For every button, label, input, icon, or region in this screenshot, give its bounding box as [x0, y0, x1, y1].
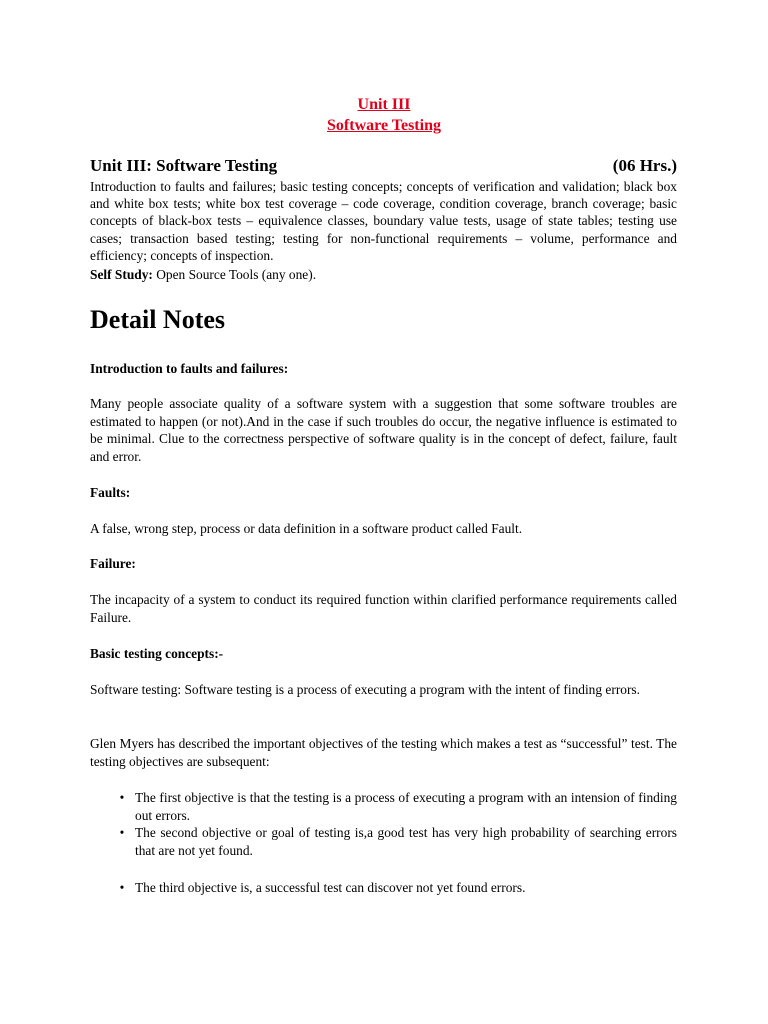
detail-notes-heading: Detail Notes [90, 305, 226, 334]
self-study-label: Self Study: [90, 267, 153, 282]
basic-concepts-heading: Basic testing concepts:- [90, 646, 224, 661]
failure-paragraph: The incapacity of a system to conduct its required function within clarified performance requirements called Failure. [90, 592, 677, 625]
list-item-text: The second objective or goal of testing is,a good test has very high probability of searching errors that are not yet found. [135, 825, 677, 858]
basic-concepts-paragraph: Software testing: Software testing is a process of executing a program with the intent of finding errors. [90, 682, 640, 697]
unit-heading-title: Unit III: Software Testing [90, 156, 278, 175]
intro-paragraph: Many people associate quality of a software system with a suggestion that some software troubles are estimated to happen (or not).And in the case if such troubles do occur, the negative influence is estimated to be minimal. Clue to the correctness perspective of software quality is in the concept of defect, failure, fault and error. [90, 396, 677, 464]
syllabus-text: Introduction to faults and failures; basic testing concepts; concepts of verification and validation; black box and white box tests; white box test coverage – code coverage, condition coverage, branch coverage; basic concepts of black-box tests – equivalence classes, boundary value tests, usage of state tables; testing use cases; transaction based testing; testing for non-functional requirements – volume, performance and efficiency; concepts of inspection. [90, 179, 677, 263]
intro-heading: Introduction to faults and failures: [90, 361, 289, 376]
unit-label: Unit III [357, 96, 411, 113]
objectives-list-continued [90, 879, 677, 897]
unit-heading [90, 155, 677, 177]
unit-title: Software Testing [327, 117, 441, 134]
myers-paragraph: Glen Myers has described the important objectives of the testing which makes a test as “successful” test. The testing objectives are subsequent: [90, 736, 677, 769]
faults-paragraph: A false, wrong step, process or data definition in a software product called Fault. [90, 521, 523, 536]
self-study-line [90, 266, 677, 283]
self-study-text: Open Source Tools (any one). [152, 267, 317, 282]
list-item [90, 789, 677, 824]
list-item-text: The third objective is, a successful test can discover not yet found errors. [135, 880, 526, 895]
list-item-text: The first objective is that the testing is a process of executing a program with an intension of finding out errors. [135, 790, 677, 823]
faults-heading: Faults: [90, 485, 131, 500]
bullet-icon: • [119, 880, 125, 895]
bullet-icon: • [119, 825, 125, 840]
list-item [90, 879, 677, 897]
failure-heading: Failure: [90, 556, 136, 571]
list-item [90, 824, 677, 859]
unit-heading-hours: (06 Hrs.) [612, 156, 677, 175]
bullet-icon: • [119, 790, 125, 805]
objectives-list [90, 789, 677, 859]
